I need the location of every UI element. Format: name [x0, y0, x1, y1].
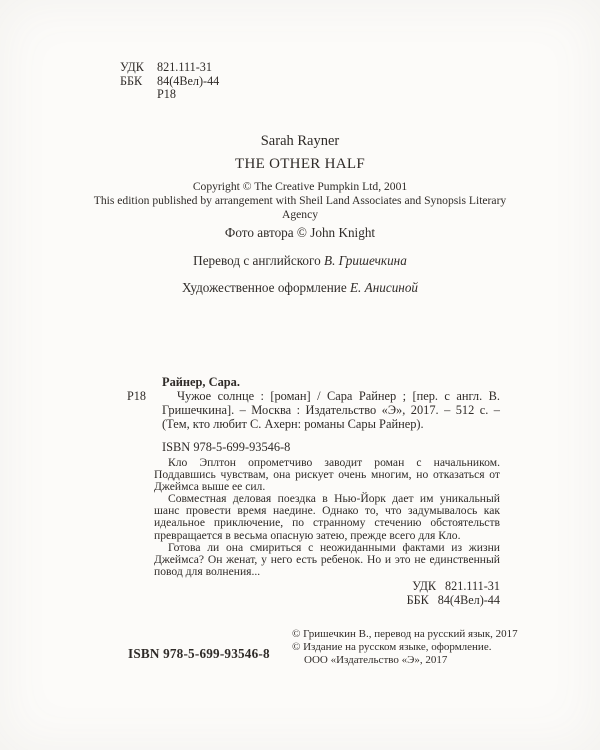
copyright-notice: Copyright © The Creative Pumpkin Ltd, 2001: [192, 180, 408, 193]
designer-name: Е. Анисиной: [350, 280, 419, 295]
bbk-label: ББК: [120, 73, 143, 88]
footer-isbn: ISBN 978-5-699-93546-8: [128, 646, 270, 661]
author-code-row: [120, 88, 219, 102]
udk-label: УДК: [120, 60, 144, 74]
annotation-block: [154, 457, 500, 578]
translation-copyright-line: © Гришечкин В., перевод на русский язык, 2017: [292, 628, 518, 640]
author-code-spacer: [120, 88, 157, 102]
annotation-paragraph: Готова ли она смириться с неожиданными фактами из жизни Джеймса? Он женат, у него есть ребенок. Но и это не единственный повод для волнения...: [154, 540, 500, 578]
udk-value: 821.111-31: [157, 60, 212, 74]
udk-row-bottom: [407, 580, 500, 594]
annotation-paragraph: Совместная деловая поездка в Нью-Йорк дает им уникальный шанс провести время наедине. Однако то, что задумывалось как идеальное приключение, по странному стечению обстоятельств превращается в весьма опасную затею, прежде всего для Кло.: [154, 492, 500, 542]
photo-credit: Фото автора © John Knight: [224, 225, 376, 240]
author-code: Р18: [157, 87, 176, 102]
design-credit-label: Художественное оформление: [181, 280, 347, 295]
annotation-paragraph: Кло Эплтон опрометчиво заводит роман с начальником. Поддавшись чувствам, она рискует очень многим, но отказаться от Джеймса выше ее сил.: [154, 456, 500, 494]
edition-copyright-line: © Издание на русском языке, оформление.: [292, 641, 492, 654]
bbk-row-bottom: [407, 594, 500, 608]
original-title-block: [0, 133, 600, 221]
publisher-copyright-line: ООО «Издательство «Э», 2017: [304, 654, 448, 667]
udk-row: [120, 61, 219, 75]
footer-copyrights: [292, 628, 518, 668]
bbk-value: 84(4Вел)-44: [157, 73, 220, 88]
udk-label-bottom: УДК: [412, 579, 437, 593]
copyright-lines: [0, 180, 600, 221]
design-credit: [0, 281, 600, 295]
isbn-number: ISBN 978-5-699-93546-8: [162, 439, 291, 454]
translation-credit: [0, 254, 600, 268]
edition-notice: This edition published by arrangement with Sheil Land Associates and Synopsis Literary Agency: [93, 193, 507, 221]
translation-credit-label: Перевод с английского: [193, 252, 321, 268]
translator-name: В. Гришечкина: [324, 252, 407, 268]
bibliographic-heading: Райнер, Сара.: [162, 375, 240, 389]
bibliographic-record: [127, 375, 500, 455]
udk-value-bottom: 821.111-31: [445, 579, 500, 593]
original-author: Sarah Rayner: [260, 133, 340, 149]
bbk-label-bottom: ББК: [406, 592, 429, 607]
bibliographic-author-code: Р18: [127, 389, 146, 403]
credits-block: [0, 226, 600, 309]
bibliographic-entry: Чужое солнце : [роман] / Сара Райнер ; [пер. с англ. В. Гришечкина]. – Москва : Издательство «Э», 2017. – 512 с. – (Тем, кто любит С. Ахерн: романы Сары Райнер).: [162, 388, 500, 431]
catalog-codes-top: [120, 61, 219, 102]
catalog-codes-bottom: [407, 580, 500, 607]
original-title: THE OTHER HALF: [234, 156, 366, 172]
bbk-row: [120, 75, 219, 89]
bbk-value-bottom: 84(4Вел)-44: [437, 592, 500, 607]
